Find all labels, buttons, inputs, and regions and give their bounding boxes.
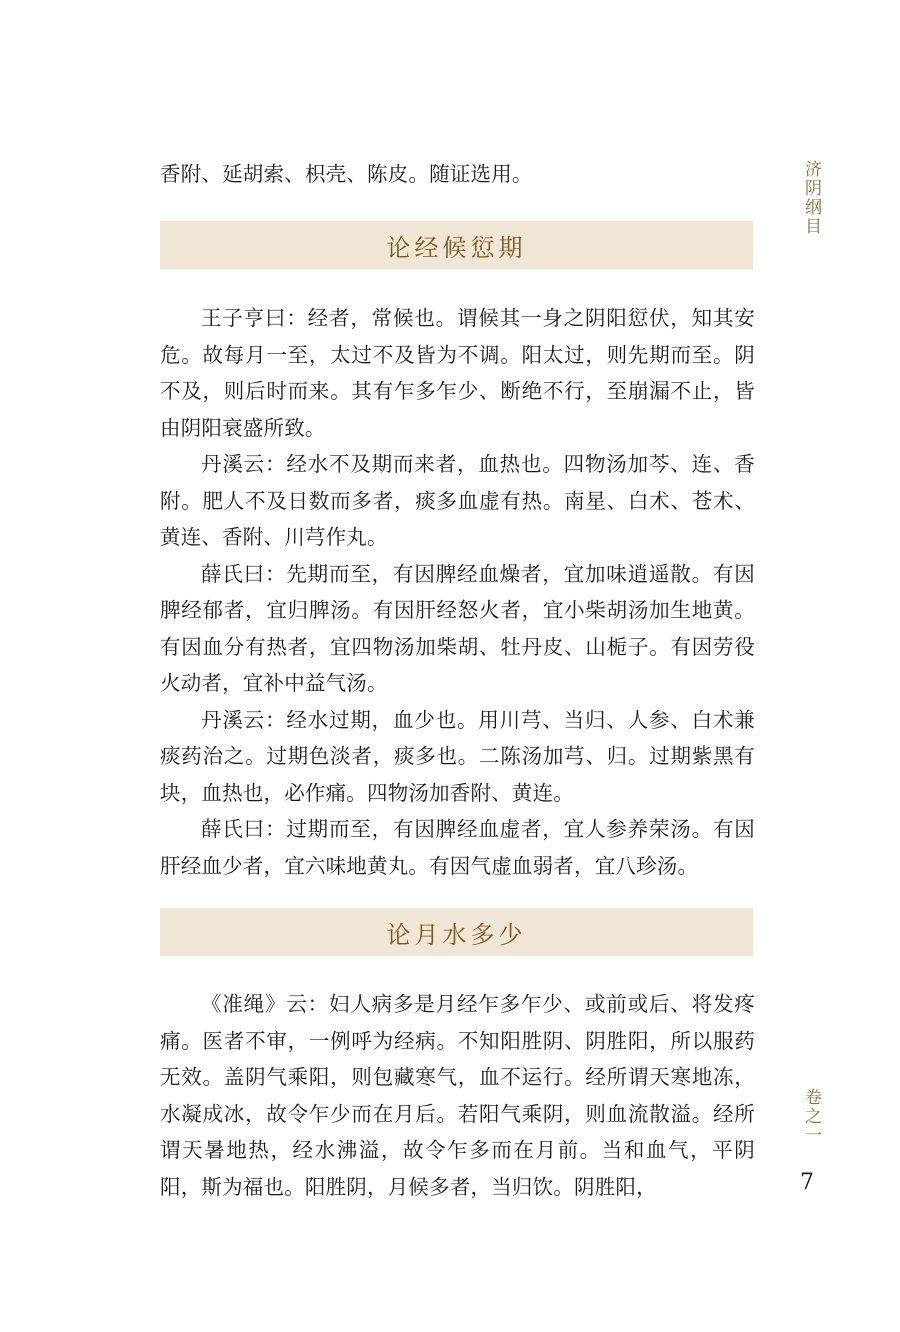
section2-body (160, 986, 755, 1205)
page-number: 7 (800, 1170, 814, 1195)
paragraph: 丹溪云：经水过期，血少也。用川芎、当归、人参、白术兼痰药治之。过期色淡者，痰多也。二陈汤加芎、归。过期紫黑有块，血热也，必作痛。四物汤加香附、黄连。 (160, 707, 755, 805)
intro-paragraph: 香附、延胡索、枳壳、陈皮。随证选用。 (160, 162, 533, 186)
paragraph: 丹溪云：经水不及期而来者，血热也。四物汤加芩、连、香附。肥人不及日数而多者，痰多血虚有热。南星、白术、苍术、黄连、香附、川芎作丸。 (160, 452, 755, 549)
paragraph: 王子亨曰：经者，常候也。谓候其一身之阴阳愆伏，知其安危。故每月一至，太过不及皆为不调。阳太过，则先期而至。阴不及，则后时而来。其有乍多乍少、断绝不行，至崩漏不止，皆由阴阳衰盛所致。 (160, 306, 755, 440)
volume-label: 卷之一 (801, 1088, 821, 1145)
running-header: 济阴纲目 (801, 160, 821, 236)
paragraph: 《准绳》云：妇人病多是月经乍多乍少、或前或后、将发疼痛。医者不审，一例呼为经病。不知阳胜阴、阴胜阳，所以服药无效。盖阴气乘阳，则包藏寒气，血不运行。经所谓天寒地冻，水凝成冰，故令乍少而在月后。若阳气乘阴，则血流散溢。经所谓天暑地热，经水沸溢，故令乍多而在月前。当和血气，平阴阳，斯为福也。阳胜阴，月候多者，当归饮。阴胜阳， (160, 992, 755, 1199)
section-title-2: 论月水多少 (160, 908, 753, 956)
paragraph: 薛氏曰：先期而至，有因脾经血燥者，宜加味逍遥散。有因脾经郁者，宜归脾汤。有因肝经怒火者，宜小柴胡汤加生地黄。有因血分有热者，宜四物汤加柴胡、牡丹皮、山栀子。有因劳役火动者，宜补中益气汤。 (160, 561, 755, 695)
intro-text-block (160, 156, 755, 193)
paragraph: 薛氏曰：过期而至，有因脾经血虚者，宜人参养荣汤。有因肝经血少者，宜六味地黄丸。有因气虚血弱者，宜八珍汤。 (160, 817, 755, 878)
section1-body (160, 300, 755, 884)
section-title-1: 论经候愆期 (160, 221, 753, 269)
